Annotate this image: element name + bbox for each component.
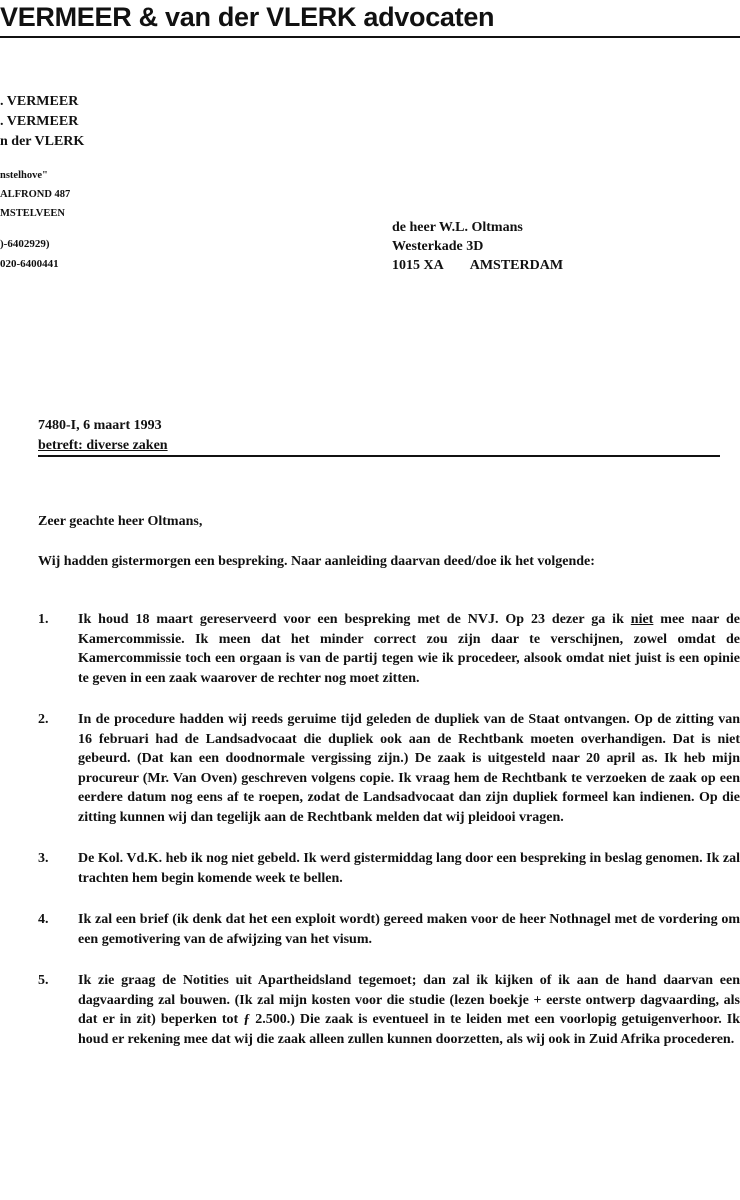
partner-name: . VERMEER xyxy=(0,94,79,109)
item-number: 5. xyxy=(38,973,49,988)
item-text: In de procedure hadden wij reeds geruime tijd geleden de dupliek van de Staat ontvangen. Op de zitting van 16 februari had de Landsadvocaat die dupliek ook aan de Rechtbank moeten overhandigen. Dat is niet gebeurd. (Dat kan een doodnormale vergissing zijn.) De zaak is uitgesteld naar 20 april as. Ik heb mijn procureur (Mr. Van Oven) geschreven volgens copie. Ik vraag hem de Rechtbank te verzoeken de zaak op een eerdere datum nog eens af te roepen, zodat de Landsadvocaat dan zijn dupliek formeel kan indienen. Op die zitting kunnen wij dan tegelijk aan de Rechtbank melden dat wij pleidooi vragen. xyxy=(78,712,740,825)
list-item xyxy=(38,849,740,888)
partner-list xyxy=(0,92,84,152)
office-line: nstelhove" xyxy=(0,170,48,181)
item-number: 3. xyxy=(38,851,49,866)
addressee-city-line xyxy=(392,256,563,275)
firm-name: VERMEER & van der VLERK advocaten xyxy=(0,2,495,32)
phone-line: )-6402929) xyxy=(0,238,50,250)
addressee-block xyxy=(392,218,563,275)
reference-date: 7480-I, 6 maart 1993 xyxy=(38,418,162,433)
office-line: MSTELVEEN xyxy=(0,208,65,219)
partner-name: . VERMEER xyxy=(0,114,79,129)
fax-line: 020-6400441 xyxy=(0,258,59,270)
item-number: 4. xyxy=(38,912,49,927)
subject-line xyxy=(38,436,720,457)
addressee-name: de heer W.L. Oltmans xyxy=(392,220,523,235)
item-number: 1. xyxy=(38,612,49,627)
item-emphasis: niet xyxy=(630,612,654,627)
list-item xyxy=(38,910,740,949)
subject-text: betreft: diverse zaken xyxy=(38,438,168,453)
item-text: De Kol. Vd.K. heb ik nog niet gebeld. Ik werd gistermiddag lang door een bespreking in beslag genomen. Ik zal trachten hem begin komende week te bellen. xyxy=(78,851,740,886)
list-item xyxy=(38,971,740,1049)
intro-paragraph: Wij hadden gistermorgen een bespreking. Naar aanleiding daarvan deed/doe ik het volgende: xyxy=(38,554,595,569)
phone-numbers xyxy=(0,234,59,274)
addressee-street: Westerkade 3D xyxy=(392,239,484,254)
salutation: Zeer geachte heer Oltmans, xyxy=(38,514,203,529)
office-line: ALFROND 487 xyxy=(0,189,71,200)
partner-name: n der VLERK xyxy=(0,134,85,149)
item-text: Ik houd 18 maart gereserveerd voor een bespreking met de NVJ. Op 23 dezer ga ik xyxy=(78,612,631,627)
numbered-list xyxy=(38,610,740,1071)
list-item xyxy=(38,610,740,688)
addressee-city: AMSTERDAM xyxy=(469,258,564,273)
item-number: 2. xyxy=(38,712,49,727)
letterhead-rule xyxy=(0,36,740,38)
addressee-postcode: 1015 XA xyxy=(392,258,444,273)
item-text: Ik zie graag de Notities uit Apartheidsland tegemoet; dan zal ik kijken of ik aan de hand daarvan een dagvaarding zal bouwen. (Ik zal mijn kosten voor die studie (lezen boekje + eerste ontwerp dagvaarding, als dat er in zit) beperken tot ƒ 2.500.) Die zaak is eventueel in te leiden met een voorlopig getuigenverhoor. Ik houd er rekening mee dat wij die zaak alleen zullen kunnen doorzetten, als wij ook in Zuid Afrika procederen. xyxy=(78,973,740,1047)
office-address xyxy=(0,166,70,223)
item-text: mee naar de Kamercommissie. Ik meen dat het minder correct zou zijn daar te verschijnen, zowel omdat de Kamercommissie toch een orgaan is van de partij tegen wie ik procedeer, alsook omdat niet juist is een opinie te geven in een zaak waarover de rechter nog moet zitten. xyxy=(78,612,740,686)
item-text: Ik zal een brief (ik denk dat het een exploit wordt) gereed maken voor de heer Nothnagel met de vordering om een gemotivering van de afwijzing van het visum. xyxy=(78,912,740,947)
list-item xyxy=(38,710,740,827)
